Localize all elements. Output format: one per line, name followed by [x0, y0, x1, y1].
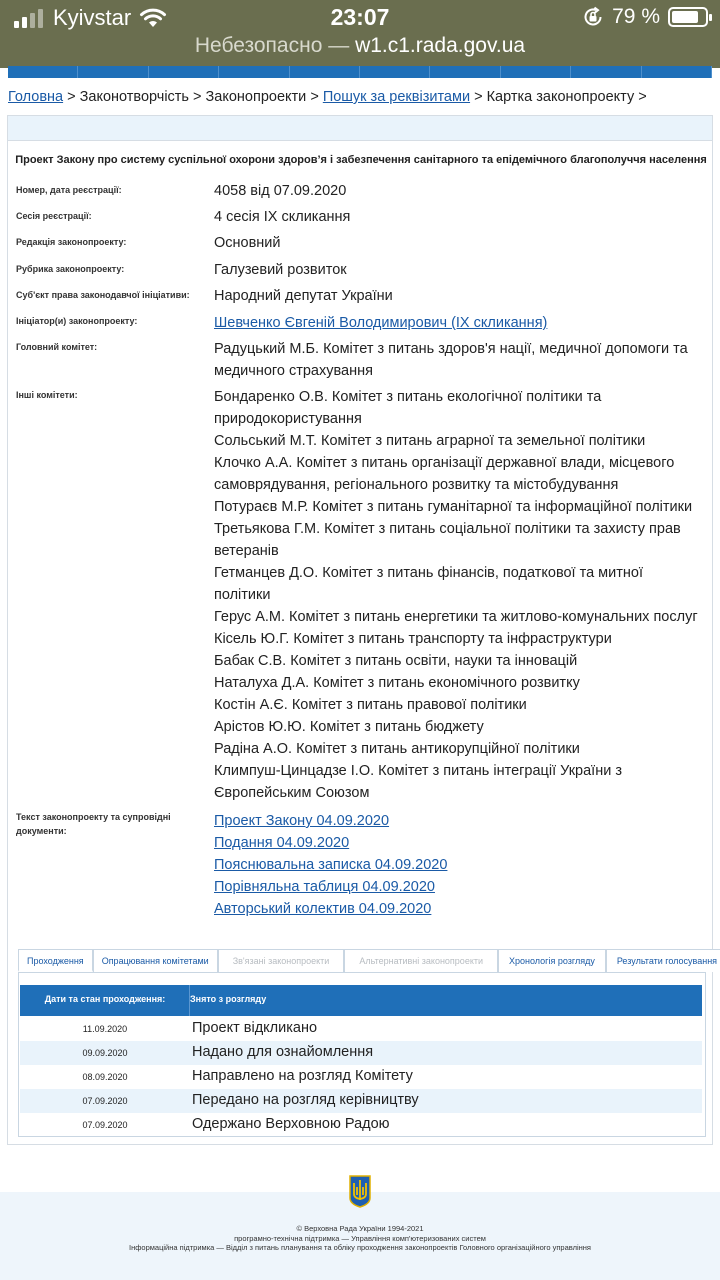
committee-line: Герус А.М. Комітет з питань енергетики та житлово-комунальних послуг [214, 609, 698, 625]
tab-chronology[interactable]: Хронологія розгляду [498, 949, 606, 972]
table-row [20, 1113, 702, 1137]
info-support: Інформаційна підтримка — Відділ з питань планування та обліку проходження законопроектів Головного організаційного управління [129, 1243, 591, 1252]
initiator-value [214, 312, 709, 334]
row-date: 07.09.2020 [82, 1096, 128, 1106]
row-date: 11.09.2020 [82, 1024, 128, 1034]
committee-line: Наталуха Д.А. Комітет з питань економічного розвитку [214, 675, 580, 691]
breadcrumb-current: Картка законопроекту [486, 89, 635, 105]
other-committees-list [214, 386, 709, 804]
battery-icon [668, 7, 708, 27]
committee-line: Кісель Ю.Г. Комітет з питань транспорту та інфраструктури [214, 631, 612, 647]
committee-line: Бабак С.В. Комітет з питань освіти, науки та інновацій [214, 653, 578, 669]
number-value: 4058 від 07.09.2020 [214, 183, 347, 199]
row-status: Одержано Верховною Радою [192, 1116, 390, 1132]
table-row [20, 1065, 702, 1089]
main-committee-label: Головний комітет: [16, 342, 98, 352]
edition-value: Основний [214, 235, 281, 251]
committee-line: самоврядування, регіонального розвитку та містобудування [214, 477, 619, 493]
history-table-header [20, 985, 702, 1016]
card-header [8, 116, 712, 141]
row-status: Передано на розгляд керівництву [192, 1092, 419, 1108]
session-value: 4 сесія IX скликання [214, 209, 351, 225]
tab-voting-results[interactable]: Результати голосування [606, 949, 720, 972]
rotation-lock-icon [582, 6, 604, 28]
subject-label: Суб'єкт права законодавчої ініціативи: [16, 290, 190, 300]
address-bar[interactable] [0, 34, 720, 58]
document-link[interactable]: Пояснювальна записка 04.09.2020 [214, 857, 448, 873]
clock: 23:07 [330, 4, 390, 30]
committee-line: Арістов Ю.Ю. Комітет з питань бюджету [214, 719, 484, 735]
url-security-warning: Небезопасно — [194, 34, 350, 57]
rubric-value: Галузевий розвиток [214, 262, 347, 278]
status-right [582, 5, 708, 29]
committee-line: Клочко А.А. Комітет з питань організації державної влади, місцевого [214, 455, 675, 471]
row-date: 09.09.2020 [82, 1048, 128, 1058]
number-label: Номер, дата реєстрації: [16, 185, 122, 195]
edition-label: Редакція законопроекту: [16, 237, 127, 247]
committee-line: Потураєв М.Р. Комітет з питань гуманітарної та інформаційної політики [214, 499, 693, 515]
bill-tabs [18, 949, 718, 973]
status-bar [0, 0, 720, 68]
coat-of-arms-icon [348, 1174, 372, 1208]
committee-line: Климпуш-Цинцадзе І.О. Комітет з питань інтеграції України з [214, 763, 622, 779]
breadcrumb: Головна > Законотворчість > Законопроекти > Пошук за реквізитами > Картка законопроекту > [8, 89, 647, 105]
table-row [20, 1041, 702, 1065]
tab-alternative-bills[interactable]: Альтернативні законопроекти [344, 949, 498, 972]
committee-line: Гетманцев Д.О. Комітет з питань фінансів, податкової та митної [214, 565, 643, 581]
other-committees-label: Інші комітети: [16, 390, 78, 400]
committee-line: Бондаренко О.В. Комітет з питань екологічної політики та [214, 389, 602, 405]
row-status: Направлено на розгляд Комітету [192, 1068, 413, 1084]
committee-line: Радіна А.О. Комітет з питань антикорупційної політики [214, 741, 580, 757]
document-link[interactable]: Авторський колектив 04.09.2020 [214, 901, 432, 917]
documents-label: Текст законопроекту та супровідні документи: [16, 812, 171, 836]
committee-line: Європейським Союзом [214, 785, 370, 801]
subject-value: Народний депутат України [214, 288, 393, 304]
top-navigation[interactable] [8, 66, 712, 78]
history-date-header: Дати та стан проходження: [44, 994, 166, 1004]
documents-list [214, 810, 709, 920]
committee-line: Костін А.Є. Комітет з питань правової політики [214, 697, 527, 713]
row-status: Надано для ознайомлення [192, 1044, 374, 1060]
committee-line: природокористування [214, 411, 362, 427]
document-link[interactable]: Порівняльна таблиця 04.09.2020 [214, 879, 435, 895]
breadcrumb-bills: Законопроекти [205, 89, 307, 105]
document-link[interactable]: Подання 04.09.2020 [214, 835, 350, 851]
footer-text [0, 1224, 720, 1253]
battery-percent: 79 % [612, 5, 660, 28]
row-status: Проект відкликано [192, 1020, 318, 1036]
row-date: 07.09.2020 [82, 1120, 128, 1130]
breadcrumb-lawmaking: Законотворчість [79, 89, 189, 105]
breadcrumb-home-link[interactable]: Головна [8, 89, 64, 105]
initiator-label: Ініціатор(и) законопроекту: [16, 316, 138, 326]
table-row [20, 1017, 702, 1041]
committee-line: ветеранів [214, 543, 279, 559]
committee-line: Третьякова Г.М. Комітет з питань соціальної політики та захисту прав [214, 521, 681, 537]
tab-related-bills[interactable]: Зв'язані законопроекти [218, 949, 345, 972]
history-status-header: Знято з розгляду [190, 994, 267, 1004]
tab-committee-processing[interactable]: Опрацювання комітетами [93, 949, 218, 972]
table-row [20, 1089, 702, 1113]
document-link[interactable]: Проект Закону 04.09.2020 [214, 813, 390, 829]
main-committee-value: Радуцький М.Б. Комітет з питань здоров'я нації, медичної допомоги та медичного страхування [214, 341, 688, 379]
committee-line: Сольський М.Т. Комітет з питань аграрної та земельної політики [214, 433, 646, 449]
tab-progress[interactable]: Проходження [18, 949, 93, 972]
breadcrumb-search-link[interactable]: Пошук за реквізитами [322, 89, 471, 105]
rubric-label: Рубрика законопроекту: [16, 264, 125, 274]
url-domain: w1.c1.rada.gov.ua [355, 34, 526, 57]
row-date: 08.09.2020 [82, 1072, 128, 1082]
initiator-link[interactable]: Шевченко Євгеній Володимирович (IX скликання) [214, 315, 548, 331]
copyright: © Верховна Рада України 1994-2021 [296, 1224, 424, 1233]
bill-title: Проект Закону про систему суспільної охорони здоров’я і забезпечення санітарного та епідемічного благополуччя населення [15, 154, 707, 166]
carrier-name: Kyivstar [53, 5, 132, 30]
tech-support: програмно-технічна підтримка — Управління комп'ютеризованих систем [234, 1233, 486, 1243]
committee-line: політики [214, 587, 271, 603]
bill-card [7, 115, 718, 1145]
session-label: Сесія реєстрації: [16, 211, 92, 221]
